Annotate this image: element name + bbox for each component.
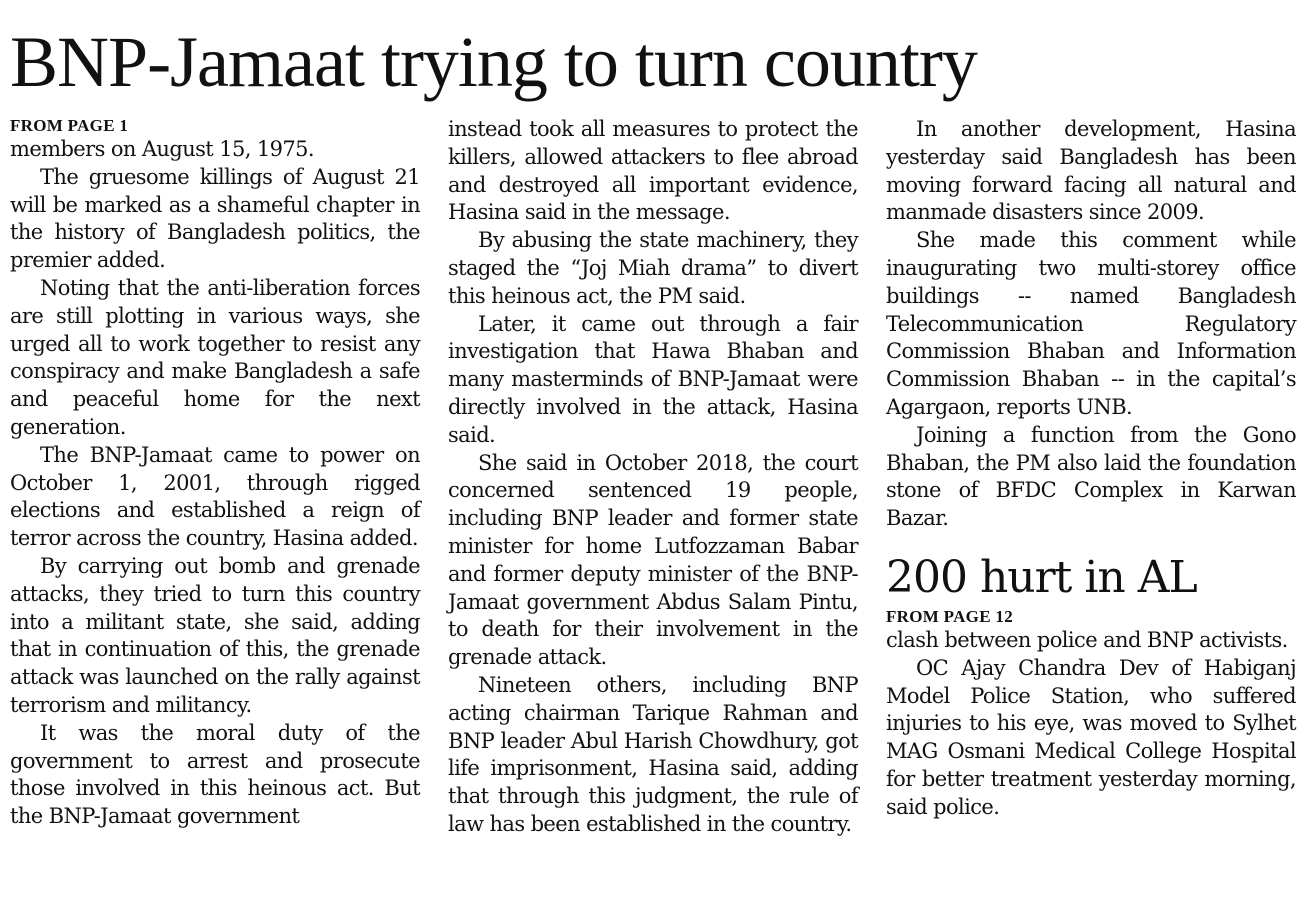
column-body <box>448 116 858 839</box>
paragraph: It was the moral duty of the government to arrest and prosecute those involved in this heinous act. But the BNP-Jamaat government <box>10 720 420 829</box>
article-column-2 <box>448 116 858 839</box>
paragraph: In another development, Hasina yesterday said Bangladesh has been moving forward facing all natural and manmade disasters since 2009. <box>886 117 1296 225</box>
article-column-1 <box>10 116 420 831</box>
article-headline: BNP-Jamaat trying to turn country <box>10 22 977 102</box>
column-body <box>886 116 1296 533</box>
paragraph: She made this comment while inaugurating two multi-storey office buildings -- named Bangladesh Telecommunication Regulatory Commission Bhaban and Information Commission Bhaban -- in the capital’s Agargaon, reports UNB. <box>886 228 1296 419</box>
paragraph: instead took all measures to protect the killers, allowed attackers to flee abroad and destroyed all important evidence, Hasina said in the message. <box>448 117 858 225</box>
article-column-3 <box>886 116 1296 822</box>
paragraph: The BNP-Jamaat came to power on October 1, 2001, through rigged elections and established a reign of terror across the country, Hasina added. <box>10 442 420 551</box>
paragraph: By carrying out bomb and grenade attacks, they tried to turn this country into a militant state, she said, adding that in continuation of this, the grenade attack was launched on the rally against terrorism and militancy. <box>10 553 420 717</box>
paragraph: Nineteen others, including BNP acting chairman Tarique Rahman and BNP leader Abul Harish Chowdhury, got life imprisonment, Hasina said, adding that through this judgment, the rule of law has been established in the country. <box>448 672 858 836</box>
second-article-body <box>886 627 1296 822</box>
continued-from-label: FROM PAGE 1 <box>10 116 129 135</box>
second-article-headline: 200 hurt in AL <box>886 551 1197 603</box>
paragraph: Joining a function from the Gono Bhaban, the PM also laid the foundation stone of BFDC Complex in Karwan Bazar. <box>886 422 1296 531</box>
paragraph: Later, it came out through a fair investigation that Hawa Bhaban and many masterminds of BNP-Jamaat were directly involved in the attack, Hasina said. <box>448 311 858 447</box>
paragraph: OC Ajay Chandra Dev of Habiganj Model Police Station, who suffered injuries to his eye, was moved to Sylhet MAG Osmani Medical College Hospital for better treatment yesterday morning, said police. <box>886 655 1296 819</box>
paragraph: The gruesome killings of August 21 will be marked as a shameful chapter in the history of Bangladesh politics, the premier added. <box>10 164 420 273</box>
paragraph: clash between police and BNP activists. <box>886 627 1288 652</box>
paragraph: By abusing the state machinery, they staged the “Joj Miah drama” to divert this heinous act, the PM said. <box>448 228 858 308</box>
paragraph: members on August 15, 1975. <box>10 137 314 161</box>
continued-from-label: FROM PAGE 12 <box>886 606 1013 626</box>
paragraph: She said in October 2018, the court concerned sentenced 19 people, including BNP leader and former state minister for home Lutfozzaman Babar and former deputy minister of the BNP-Jamaat government Abdus Salam Pintu, to death for their involvement in the grenade attack. <box>448 450 858 670</box>
paragraph: Noting that the anti-liberation forces are still plotting in various ways, she urged all to work together to resist any conspiracy and make Bangladesh a safe and peaceful home for the next generation. <box>10 275 420 439</box>
column-body <box>10 136 420 831</box>
